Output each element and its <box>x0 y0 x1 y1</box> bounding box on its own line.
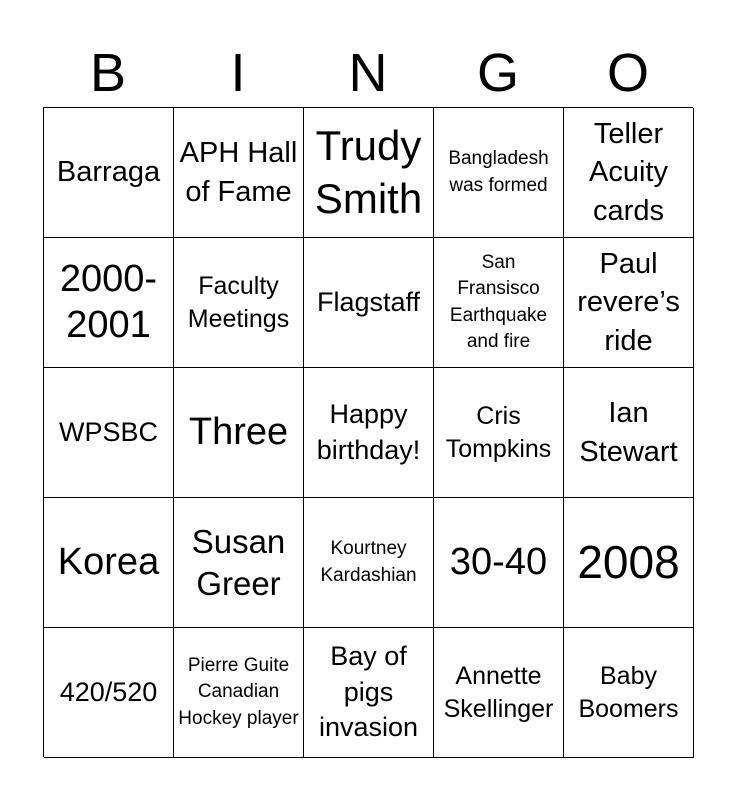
bingo-cell-r2c3[interactable] <box>304 238 434 368</box>
cell-text: Korea <box>57 540 160 583</box>
cell-text: 2008 <box>577 535 680 588</box>
cell-text: Happy birthday! <box>316 398 421 465</box>
header-letter-n: N <box>348 43 388 103</box>
bingo-cell-r5c2[interactable] <box>174 628 304 758</box>
cell-text: Baby Boomers <box>578 662 679 723</box>
cell-text: WPSBC <box>58 416 158 447</box>
cell-text: Bay of pigs invasion <box>318 641 419 743</box>
cell-text: Pierre Guite Canadian Hockey player <box>178 655 299 729</box>
header-letter-i: I <box>230 43 246 103</box>
bingo-cell-r4c3[interactable] <box>304 498 434 628</box>
cell-text: Susan Greer <box>191 523 286 602</box>
cell-text: Cris Tompkins <box>445 402 552 463</box>
cell-text: 30-40 <box>449 540 548 583</box>
bingo-cell-r1c5[interactable] <box>564 108 694 238</box>
header-letter-o: O <box>606 43 649 103</box>
bingo-cell-r2c2[interactable] <box>174 238 304 368</box>
cell-text: Flagstaff <box>316 286 421 317</box>
cell-text: Kourtney Kardashian <box>320 538 417 586</box>
bingo-cell-r5c1[interactable] <box>44 628 174 758</box>
bingo-cell-r5c3[interactable] <box>304 628 434 758</box>
cell-text: 2000-2001 <box>59 257 158 346</box>
bingo-header <box>43 40 693 106</box>
bingo-cell-r1c2[interactable] <box>174 108 304 238</box>
bingo-cell-r1c3[interactable] <box>304 108 434 238</box>
cell-text: Paul revere’s ride <box>577 248 680 357</box>
bingo-cell-r2c4[interactable] <box>434 238 564 368</box>
bingo-cell-r1c1[interactable] <box>44 108 174 238</box>
cell-text: Three <box>188 410 289 453</box>
cell-text: Faculty Meetings <box>187 272 290 333</box>
cell-text: Trudy Smith <box>314 122 423 222</box>
cell-text: Ian Stewart <box>579 397 678 468</box>
bingo-board <box>43 107 693 757</box>
bingo-cell-r3c2[interactable] <box>174 368 304 498</box>
bingo-cell-r3c1[interactable] <box>44 368 174 498</box>
cell-text: Bangladesh was formed <box>448 148 549 196</box>
cell-text: Teller Acuity cards <box>589 118 668 227</box>
header-letter-g: G <box>476 43 519 103</box>
bingo-cell-r4c4[interactable] <box>434 498 564 628</box>
bingo-cell-r4c1[interactable] <box>44 498 174 628</box>
cell-text: APH Hall of Fame <box>179 137 298 208</box>
bingo-cell-r3c4[interactable] <box>434 368 564 498</box>
cell-text: Annette Skellinger <box>443 662 554 723</box>
bingo-cell-r4c5[interactable] <box>564 498 694 628</box>
cell-text: Barraga <box>56 156 161 189</box>
bingo-cell-r2c1[interactable] <box>44 238 174 368</box>
bingo-cell-r2c5[interactable] <box>564 238 694 368</box>
header-letter-b: B <box>89 43 127 103</box>
bingo-cell-r4c2[interactable] <box>174 498 304 628</box>
bingo-cell-r5c4[interactable] <box>434 628 564 758</box>
cell-text: San Fransisco Earthquake and fire <box>449 252 548 352</box>
bingo-cell-r1c4[interactable] <box>434 108 564 238</box>
bingo-cell-r3c3[interactable] <box>304 368 434 498</box>
cell-text: 420/520 <box>59 676 158 707</box>
bingo-cell-r3c5[interactable] <box>564 368 694 498</box>
bingo-cell-r5c5[interactable] <box>564 628 694 758</box>
